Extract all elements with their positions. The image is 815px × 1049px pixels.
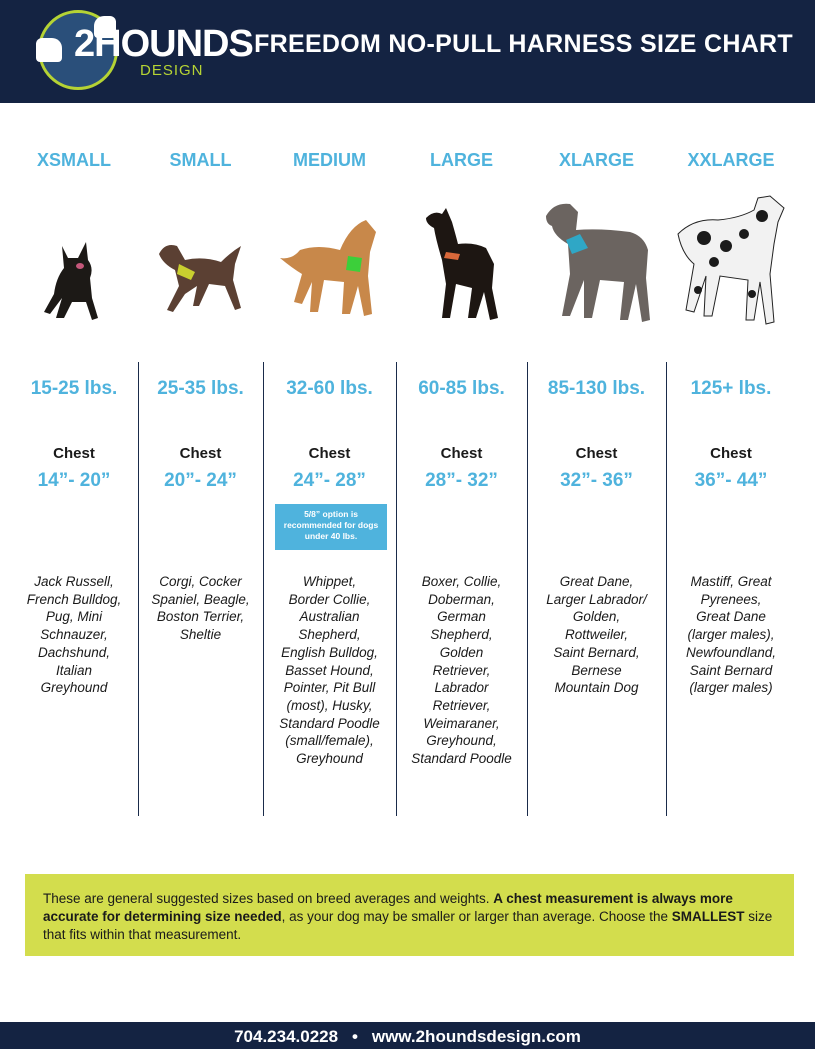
size-column-medium — [263, 110, 396, 820]
chest-range: 14”- 20” — [37, 470, 111, 491]
weight-range: 25-35 lbs. — [157, 378, 244, 399]
breed-line: Saint Bernard — [689, 662, 773, 678]
notice-text: , as your dog may be smaller or larger than average. Choose the — [281, 909, 672, 924]
separator-dot: • — [351, 1027, 358, 1046]
breed-list — [10, 573, 138, 697]
size-column-large — [396, 110, 527, 820]
size-column-xxlarge — [666, 110, 796, 820]
grey-great-dane-photo-icon — [540, 200, 654, 326]
chest-range: 24”- 28” — [293, 470, 366, 491]
harlequin-great-dane-photo-icon — [674, 194, 788, 328]
breed-list — [666, 573, 796, 697]
breed-line: Shepherd, — [298, 627, 361, 643]
chest-label: Chest — [710, 445, 752, 462]
breed-line: Labrador — [434, 680, 489, 696]
breed-line: Italian — [55, 662, 93, 678]
tan-mixed-dog-photo-icon — [278, 216, 382, 322]
breed-line: Golden — [439, 644, 484, 660]
footer-phone[interactable]: 704.234.0228 — [234, 1027, 339, 1046]
weight-range: 15-25 lbs. — [30, 378, 118, 399]
french-bulldog-photo-icon — [42, 238, 106, 324]
chest-range: 28”- 32” — [425, 470, 498, 491]
breed-line: Greyhound — [296, 751, 363, 767]
breed-line: Shepherd, — [430, 627, 493, 643]
breed-line: Corgi, Cocker — [159, 574, 242, 589]
header-bar — [0, 0, 815, 103]
medium-size-note: 5/8” option is recommended for dogs under 40 lbs. — [275, 504, 387, 550]
breed-line: Bernese — [571, 662, 622, 678]
chest-label: Chest — [575, 445, 618, 462]
size-name: SMALL — [169, 150, 232, 170]
chest-label: Chest — [53, 445, 95, 462]
sizing-notice — [25, 874, 794, 956]
breed-line: Pyrenees, — [700, 591, 762, 607]
notice-emphasis: SMALLEST — [671, 909, 745, 924]
breed-list — [138, 573, 263, 644]
breed-line: Jack Russell, — [34, 574, 114, 589]
page-title: FREEDOM NO-PULL HARNESS SIZE CHART — [254, 30, 793, 58]
size-column-xsmall — [10, 110, 138, 820]
breed-line: Weimaraner, — [423, 715, 500, 731]
breed-line: French Bulldog, — [26, 591, 122, 607]
chest-range: 36”- 44” — [694, 470, 768, 491]
breed-line: Great Dane, — [559, 574, 634, 589]
breed-line: Dachshund, — [37, 644, 111, 660]
breed-line: Doberman, — [428, 591, 495, 607]
weight-range: 32-60 lbs. — [286, 378, 373, 399]
breed-line: Retriever, — [432, 697, 491, 713]
logo-wordmark: 2HOUNDS — [74, 23, 253, 65]
chest-label: Chest — [308, 445, 351, 462]
breed-line: Sheltie — [179, 627, 222, 643]
breed-list — [263, 573, 396, 768]
breed-line: Mountain Dog — [554, 680, 639, 696]
breed-line: (small/female), — [285, 733, 374, 749]
notice-text: size that fits within that measurement. — [43, 909, 773, 942]
chest-label: Chest — [179, 445, 222, 462]
chest-range: 32”- 36” — [560, 470, 633, 491]
breed-line: (larger males) — [689, 680, 773, 696]
breed-line: Basset Hound, — [285, 662, 374, 678]
breed-line: Greyhound, — [426, 733, 497, 749]
breed-line: Golden, — [572, 609, 621, 625]
breed-line: Pug, Mini — [45, 609, 103, 625]
breed-line: Great Dane — [696, 609, 766, 625]
breed-line: Standard Poodle — [411, 751, 512, 767]
weight-range: 125+ lbs. — [690, 378, 772, 399]
breed-line: Mastiff, Great — [690, 574, 772, 589]
breed-line: Australian — [299, 609, 360, 625]
size-name: MEDIUM — [293, 150, 366, 170]
breed-list — [527, 573, 666, 697]
weight-range: 60-85 lbs. — [418, 378, 505, 399]
breed-line: Larger Labrador/ — [546, 591, 647, 607]
size-column-small — [138, 110, 263, 820]
breed-line: Standard Poodle — [279, 715, 380, 731]
size-name: LARGE — [430, 150, 493, 170]
breed-line: Greyhound — [40, 680, 108, 696]
breed-line: (larger males), — [687, 627, 775, 643]
breed-list — [396, 573, 527, 768]
footer-website-link[interactable]: www.2houndsdesign.com — [371, 1027, 581, 1046]
breed-line: Newfoundland, — [685, 644, 777, 660]
breed-line: German — [437, 609, 486, 625]
mixed-terrier-photo-icon — [155, 234, 247, 320]
size-name: XLARGE — [558, 150, 634, 170]
breed-line: Spaniel, Beagle, — [151, 591, 250, 607]
logo-subtext: DESIGN — [140, 62, 204, 79]
size-name: XSMALL — [37, 150, 111, 170]
logo-dog-icon — [36, 38, 62, 62]
breed-line: Whippet, — [302, 574, 357, 589]
breed-line: Saint Bernard, — [553, 644, 640, 660]
breed-line: Pointer, Pit Bull — [283, 680, 376, 696]
size-name: XXLARGE — [687, 150, 775, 170]
chest-range: 20”- 24” — [164, 470, 237, 491]
doberman-photo-icon — [422, 208, 502, 324]
breed-line: Schnauzer, — [40, 627, 108, 643]
breed-line: (most), Husky, — [286, 697, 373, 713]
breed-line: Boston Terrier, — [156, 609, 245, 625]
breed-line: Rottweiler, — [564, 627, 629, 643]
footer-bar — [0, 1022, 815, 1049]
breed-line: Border Collie, — [288, 591, 371, 607]
brand-logo[interactable] — [30, 8, 253, 88]
chest-label: Chest — [440, 445, 483, 462]
notice-text: These are general suggested sizes based on breed averages and weights. — [43, 891, 494, 906]
breed-line: Retriever, — [432, 662, 491, 678]
footer-separator — [343, 1027, 368, 1046]
weight-range: 85-130 lbs. — [547, 378, 646, 399]
breed-line: Boxer, Collie, — [421, 574, 502, 589]
notice-emphasis: A chest measurement is always more accurate for determining size needed — [43, 891, 733, 924]
size-column-xlarge — [527, 110, 666, 820]
breed-line: English Bulldog, — [281, 644, 378, 660]
